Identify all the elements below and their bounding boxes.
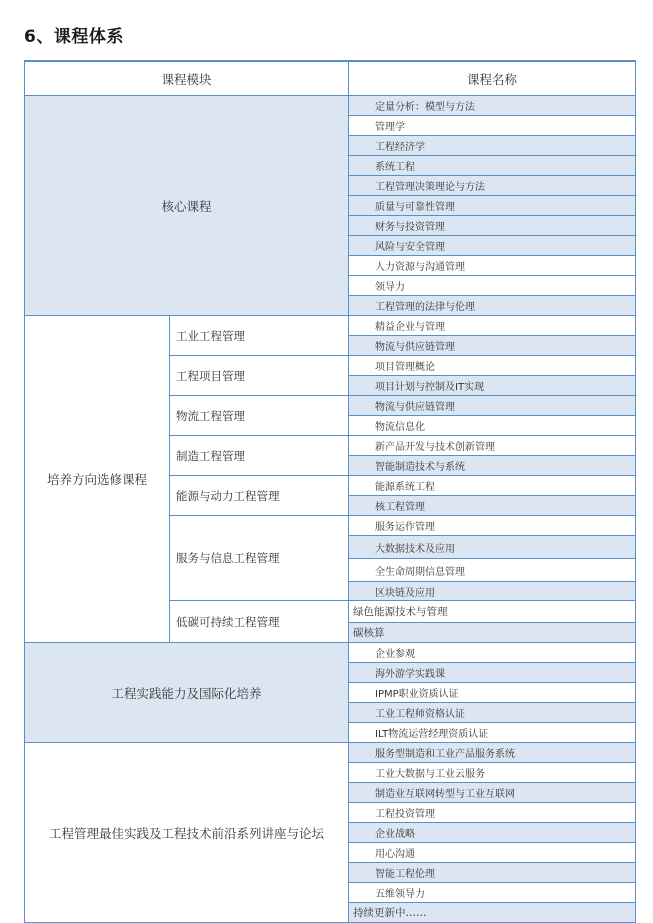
module-electives: 培养方向选修课程 [25,316,170,643]
table-row [25,743,636,763]
course-cell: 海外游学实践课 [349,663,636,683]
course-cell: ILT物流运营经理资质认证 [349,723,636,743]
course-cell: 精益企业与管理 [349,316,636,336]
course-cell: 制造业互联网转型与工业互联网 [349,783,636,803]
course-cell: IPMP职业资质认证 [349,683,636,703]
table-row [25,316,636,336]
course-cell: 工业工程师资格认证 [349,703,636,723]
course-cell: 服务型制造和工业产品服务系统 [349,743,636,763]
course-cell: 大数据技术及应用 [349,536,636,559]
course-cell: 人力资源与沟通管理 [349,256,636,276]
course-cell: 服务运作管理 [349,516,636,536]
course-cell: 区块链及应用 [349,582,636,601]
course-cell: 管理学 [349,116,636,136]
course-cell: 物流与供应链管理 [349,336,636,356]
direction-cell: 低碳可持续工程管理 [170,601,349,643]
course-cell: 能源系统工程 [349,476,636,496]
course-cell: 企业战略 [349,823,636,843]
course-cell: 智能制造技术与系统 [349,456,636,476]
course-cell: 工程管理的法律与伦理 [349,296,636,316]
course-cell: 用心沟通 [349,843,636,863]
table-header-row [25,61,636,96]
course-cell: 风险与安全管理 [349,236,636,256]
header-course-name: 课程名称 [349,61,636,96]
course-cell: 财务与投资管理 [349,216,636,236]
module-practice: 工程实践能力及国际化培养 [25,643,349,743]
section-title: 6、课程体系 [24,27,124,47]
course-cell: 全生命周期信息管理 [349,559,636,582]
table-row [25,96,636,116]
course-cell: 物流与供应链管理 [349,396,636,416]
direction-cell: 物流工程管理 [170,396,349,436]
course-cell: 碳核算 [349,623,636,643]
course-cell: 绿色能源技术与管理 [349,601,636,623]
course-cell: 领导力 [349,276,636,296]
direction-cell: 能源与动力工程管理 [170,476,349,516]
course-cell: 项目管理概论 [349,356,636,376]
course-cell: 工程管理决策理论与方法 [349,176,636,196]
direction-cell: 服务与信息工程管理 [170,516,349,601]
course-cell: 五维领导力 [349,883,636,903]
course-cell: 新产品开发与技术创新管理 [349,436,636,456]
course-cell: 工业大数据与工业云服务 [349,763,636,783]
course-cell: 物流信息化 [349,416,636,436]
table-row [25,643,636,663]
curriculum-table [24,60,636,923]
direction-cell: 制造工程管理 [170,436,349,476]
direction-cell: 工程项目管理 [170,356,349,396]
course-cell-ongoing: 持续更新中…… [349,903,636,923]
course-cell: 定量分析：模型与方法 [349,96,636,116]
course-cell: 工程经济学 [349,136,636,156]
course-cell: 核工程管理 [349,496,636,516]
header-module: 课程模块 [25,61,349,96]
module-core: 核心课程 [25,96,349,316]
course-cell: 工程投资管理 [349,803,636,823]
course-cell: 智能工程伦理 [349,863,636,883]
course-cell: 项目计划与控制及IT实现 [349,376,636,396]
course-cell: 质量与可靠性管理 [349,196,636,216]
course-cell: 企业参观 [349,643,636,663]
module-lectures: 工程管理最佳实践及工程技术前沿系列讲座与论坛 [25,743,349,923]
direction-cell: 工业工程管理 [170,316,349,356]
course-cell: 系统工程 [349,156,636,176]
